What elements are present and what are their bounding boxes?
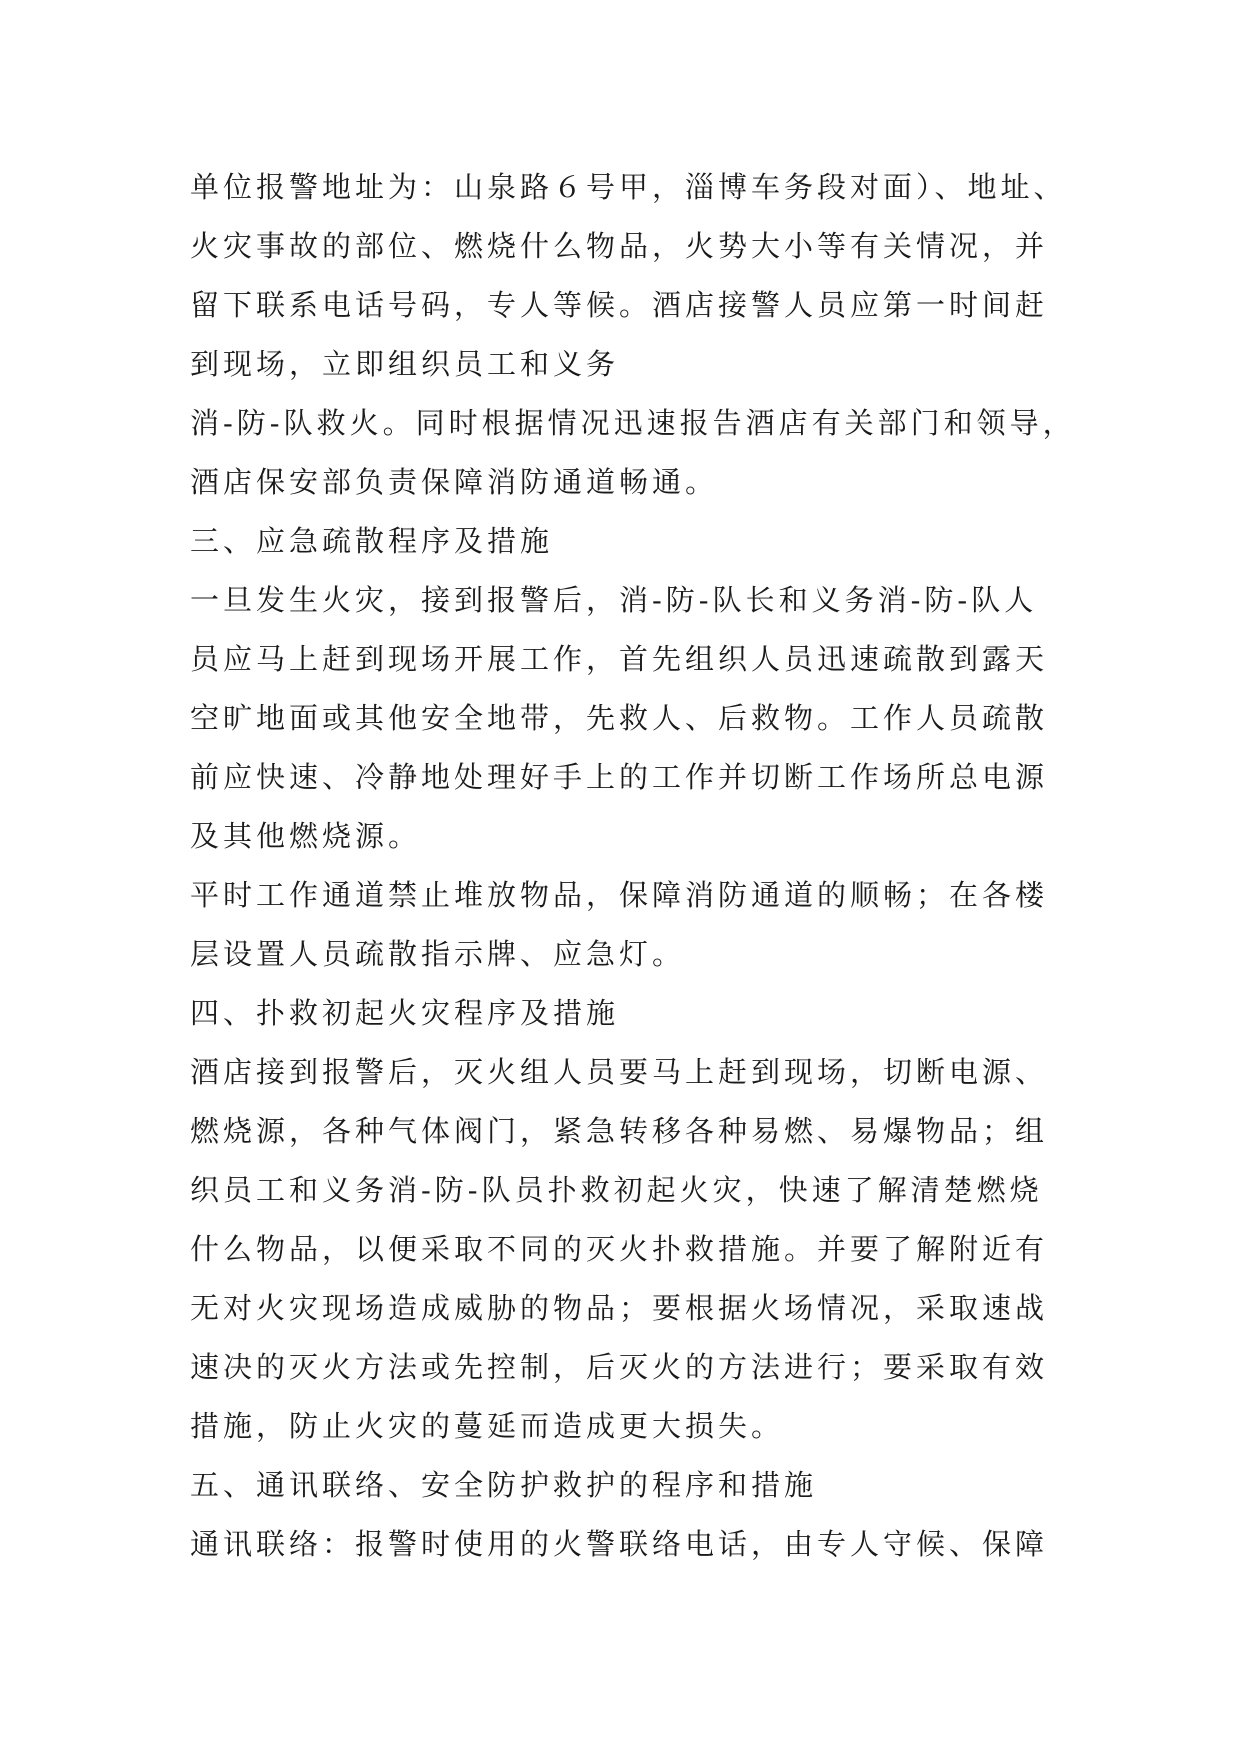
section-heading: 三、应急疏散程序及措施 — [190, 524, 554, 558]
text-line: 单位报警地址为：山泉路６号甲，淄博车务段对面）、地址、 — [190, 170, 1067, 204]
text-line: 一旦发生火灾，接到报警后，消-防-队长和义务消-防-队人 — [190, 583, 1038, 617]
section-heading: 五、通讯联络、安全防护救护的程序和措施 — [190, 1468, 818, 1502]
text-line: 空旷地面或其他安全地带，先救人、后救物。工作人员疏散 — [190, 701, 1049, 735]
text-line: 留下联系电话号码，专人等候。酒店接警人员应第一时间赶 — [190, 288, 1049, 322]
text-line: 平时工作通道禁止堆放物品，保障消防通道的顺畅；在各楼 — [190, 878, 1049, 912]
text-line: 措施，防止火灾的蔓延而造成更大损失。 — [190, 1409, 785, 1443]
text-line: 到现场，立即组织员工和义务 — [190, 347, 620, 381]
text-line: 织员工和义务消-防-队员扑救初起火灾，快速了解清楚燃烧 — [190, 1173, 1043, 1207]
text-line: 火灾事故的部位、燃烧什么物品，火势大小等有关情况，并 — [190, 229, 1049, 263]
text-line: 速决的灭火方法或先控制，后灭火的方法进行；要采取有效 — [190, 1350, 1049, 1384]
text-line: 酒店接到报警后，灭火组人员要马上赶到现场，切断电源、 — [190, 1055, 1049, 1089]
text-line: 通讯联络：报警时使用的火警联络电话，由专人守候、保障 — [190, 1527, 1049, 1561]
text-line: 无对火灾现场造成威胁的物品；要根据火场情况，采取速战 — [190, 1291, 1049, 1325]
section-heading: 四、扑救初起火灾程序及措施 — [190, 996, 620, 1030]
text-line: 及其他燃烧源。 — [190, 819, 422, 853]
text-line: 消-防-队救火。同时根据情况迅速报告酒店有关部门和领导， — [190, 406, 1076, 440]
text-line: 前应快速、冷静地处理好手上的工作并切断工作场所总电源 — [190, 760, 1049, 794]
text-line: 什么物品，以便采取不同的灭火扑救措施。并要了解附近有 — [190, 1232, 1049, 1266]
text-line: 燃烧源，各种气体阀门，紧急转移各种易燃、易爆物品；组 — [190, 1114, 1049, 1148]
text-line: 层设置人员疏散指示牌、应急灯。 — [190, 937, 686, 971]
text-line: 员应马上赶到现场开展工作，首先组织人员迅速疏散到露天 — [190, 642, 1049, 676]
text-line: 酒店保安部负责保障消防通道畅通。 — [190, 465, 719, 499]
